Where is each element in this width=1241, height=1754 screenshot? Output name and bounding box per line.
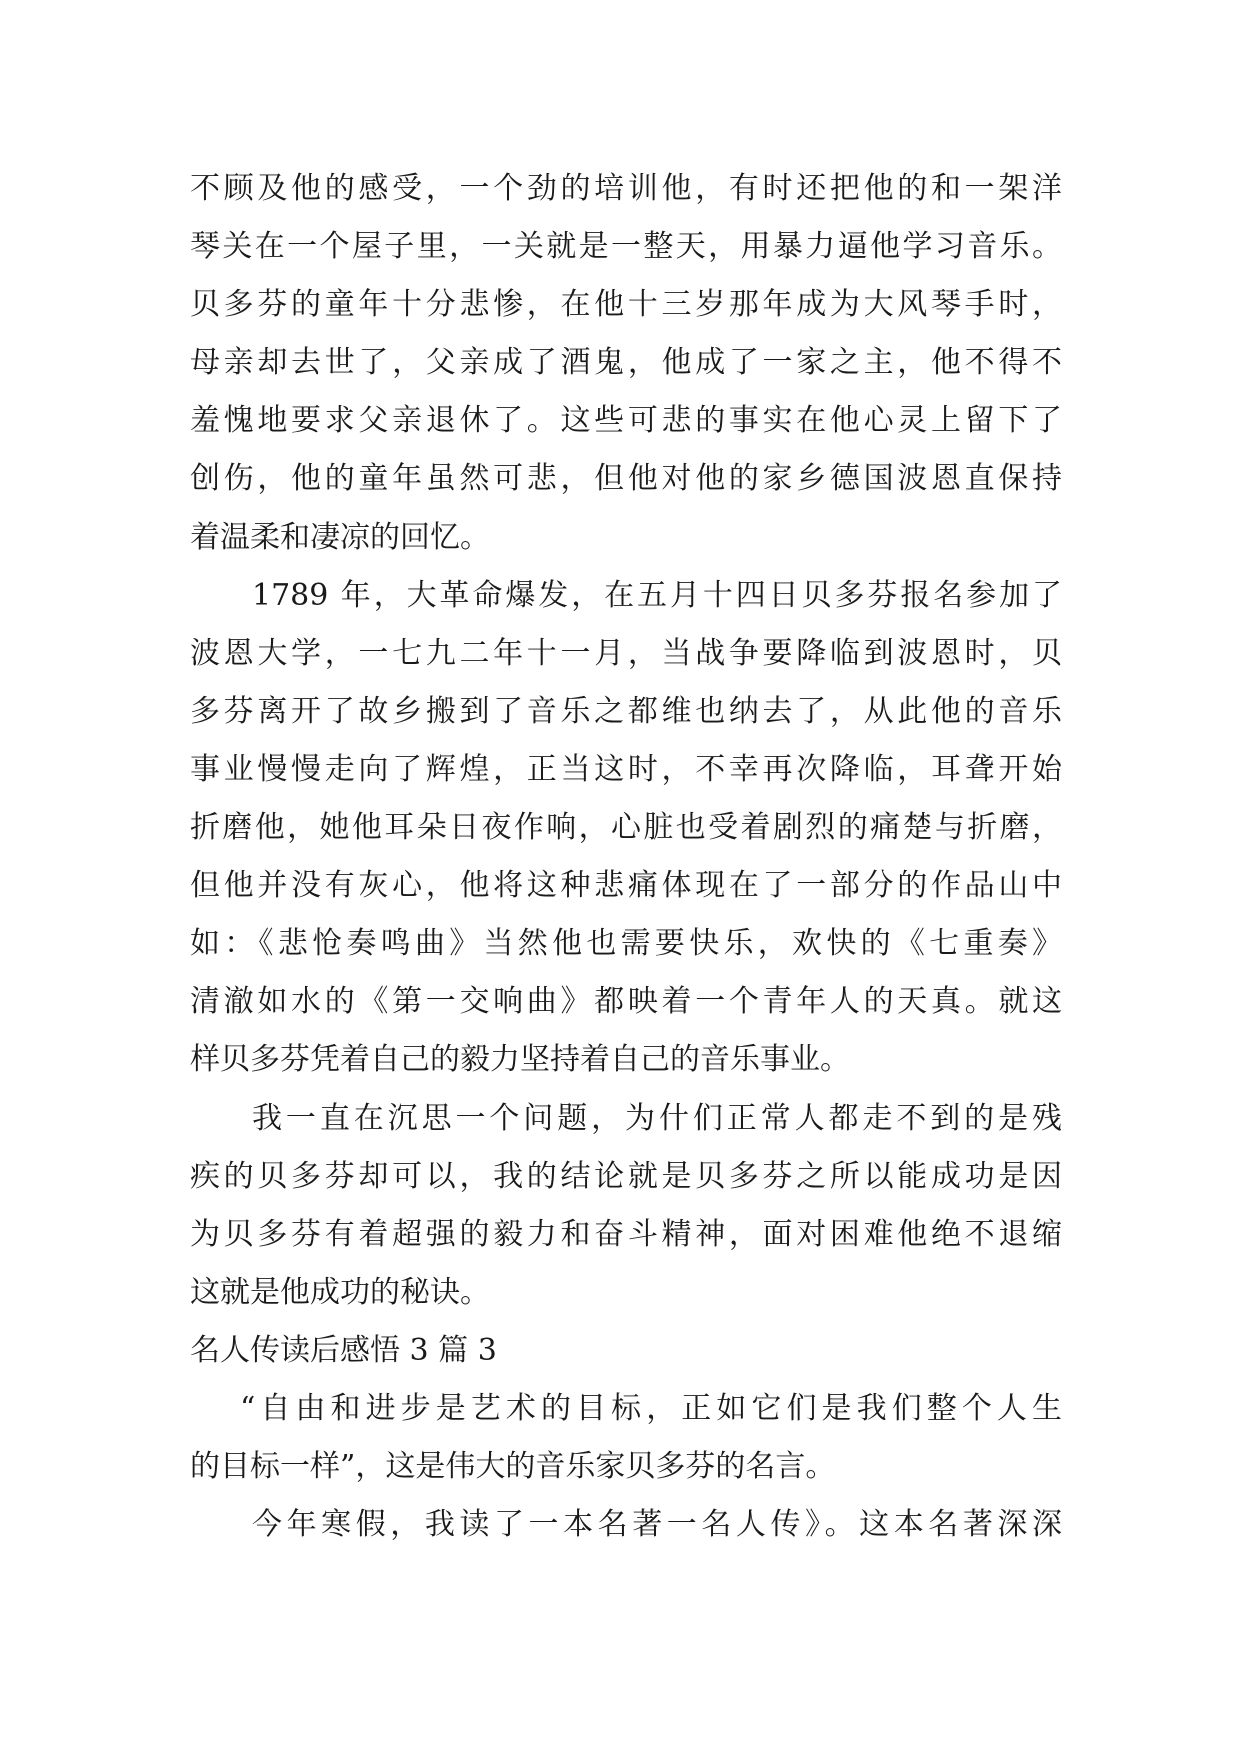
document-body — [190, 160, 1062, 1554]
text-line: 母亲却去世了，父亲成了酒鬼，他成了一家之主，他不得不 — [190, 345, 1062, 381]
text-line: 创伤，他的童年虽然可悲，但他对他的家乡德国波恩直保持 — [190, 461, 1062, 497]
section-heading: 名人传读后感悟 3 篇 3 — [190, 1332, 497, 1368]
text-line: 这就是他成功的秘诀。 — [190, 1274, 490, 1310]
paragraph-5 — [190, 1496, 1062, 1554]
text-line: 1789 年，大革命爆发，在五月十四日贝多芬报名参加了 — [252, 577, 1062, 613]
text-line: 疾的贝多芬却可以，我的结论就是贝多芬之所以能成功是因 — [190, 1158, 1062, 1194]
text-line: 事业慢慢走向了辉煌，正当这时，不幸再次降临，耳聋开始 — [190, 751, 1062, 787]
paragraph-3 — [190, 1090, 1062, 1322]
text-line: 贝多芬的童年十分悲惨，在他十三岁那年成为大风琴手时， — [190, 287, 1062, 323]
text-line: 多芬离开了故乡搬到了音乐之都维也纳去了，从此他的音乐 — [190, 693, 1062, 729]
text-line: 的目标一样”，这是伟大的音乐家贝多芬的名言。 — [190, 1449, 836, 1485]
text-line: 样贝多芬凭着自己的毅力坚持着自己的音乐事业。 — [190, 1042, 850, 1078]
paragraph-1 — [190, 160, 1062, 567]
text-line: 折磨他，她他耳朵日夜作响，心脏也受着剧烈的痛楚与折磨， — [190, 810, 1062, 846]
text-line: “自由和进步是艺术的目标，正如它们是我们整个人生 — [240, 1390, 1062, 1426]
text-line: 着温柔和凄凉的回忆。 — [190, 519, 490, 555]
text-line: 琴关在一个屋子里，一关就是一整天，用暴力逼他学习音乐。 — [190, 229, 1062, 265]
paragraph-2 — [190, 567, 1062, 1090]
text-line: 但他并没有灰心，他将这种悲痛体现在了一部分的作品山中 — [190, 868, 1062, 904]
text-line: 如：《悲怆奏鸣曲》当然他也需要快乐，欢快的《七重奏》 — [190, 926, 1062, 962]
text-line: 清澈如水的《第一交响曲》都映着一个青年人的天真。就这 — [190, 984, 1062, 1020]
text-line: 今年寒假，我读了一本名著一名人传》。这本名著深深 — [252, 1507, 1062, 1543]
text-line: 为贝多芬有着超强的毅力和奋斗精神，面对困难他绝不退缩 — [190, 1216, 1062, 1252]
text-line: 不顾及他的感受，一个劲的培训他，有时还把他的和一架洋 — [190, 171, 1062, 206]
text-line: 羞愧地要求父亲退休了。这些可悲的事实在他心灵上留下了 — [190, 403, 1062, 439]
paragraph-4 — [190, 1380, 1062, 1496]
text-line: 波恩大学，一七九二年十一月，当战争要降临到波恩时，贝 — [190, 635, 1062, 671]
text-line: 我一直在沉思一个问题，为什们正常人都走不到的是残 — [252, 1100, 1062, 1136]
